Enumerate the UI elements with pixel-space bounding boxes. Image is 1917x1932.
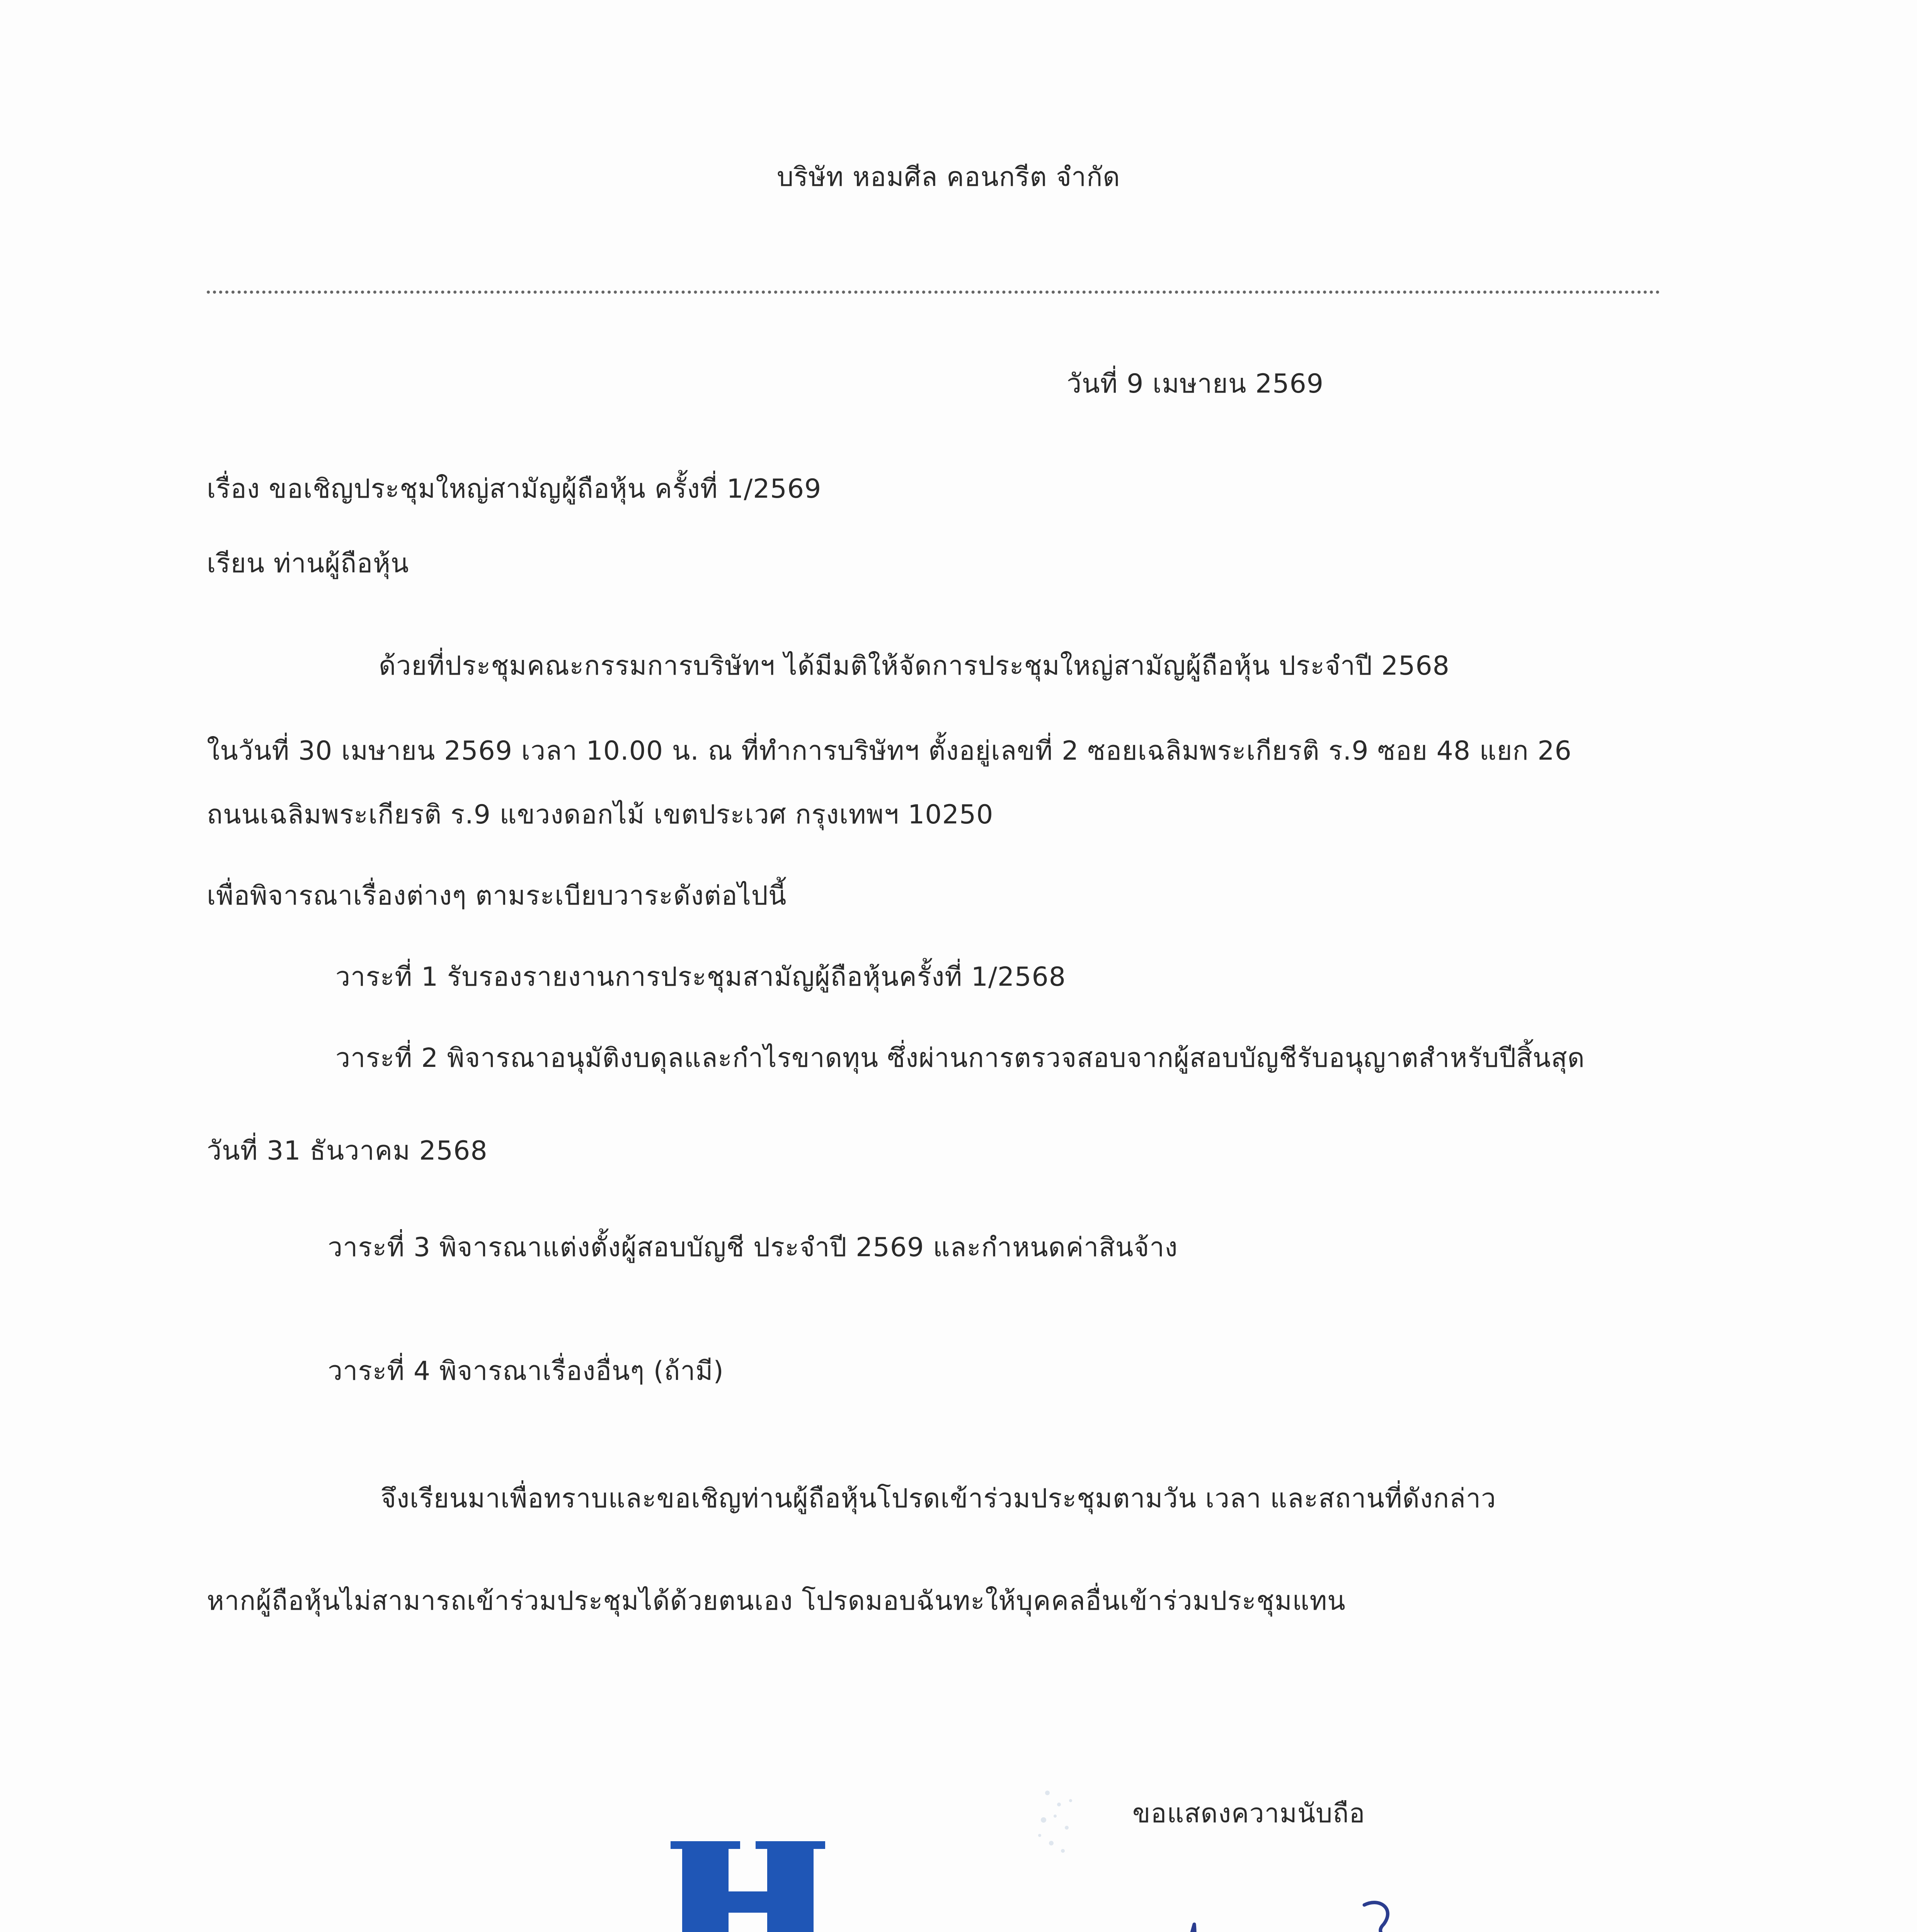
regards-text: ขอแสดงความนับถือ [1132, 1798, 1365, 1829]
body-paragraph-4: เพื่อพิจารณาเรื่องต่างๆ ตามระเบียบวาระดังต่อไปนี้ [207, 881, 787, 911]
letter-subject: เรื่อง ขอเชิญประชุมใหญ่สามัญผู้ถือหุ้น ครั้งที่ 1/2569 [207, 474, 822, 504]
stamp-smudge-icon [1024, 1777, 1102, 1866]
agenda-item-1: วาระที่ 1 รับรองรายงานการประชุมสามัญผู้ถือหุ้นครั้งที่ 1/2568 [335, 962, 1066, 992]
body-paragraph-1: ด้วยที่ประชุมคณะกรรมการบริษัทฯ ได้มีมติให้จัดการประชุมใหญ่สามัญผู้ถือหุ้น ประจำปี 2568 [379, 651, 1450, 681]
company-name-header: บริษัท หอมศีล คอนกรีต จำกัด [777, 162, 1120, 192]
agenda-item-4: วาระที่ 4 พิจารณาเรื่องอื่นๆ (ถ้ามี) [328, 1356, 724, 1386]
body-paragraph-2: ในวันที่ 30 เมษายน 2569 เวลา 10.00 น. ณ ที่ทำการบริษัทฯ ตั้งอยู่เลขที่ 2 ซอยเฉลิมพระเกียรติ ร.9 ซอย 48 แยก 26 [207, 736, 1572, 766]
company-logo [578, 1833, 918, 1932]
body-paragraph-3: ถนนเฉลิมพระเกียรติ ร.9 แขวงดอกไม้ เขตประเวศ กรุงเทพฯ 10250 [207, 799, 994, 830]
agenda-item-2-continuation: วันที่ 31 ธันวาคม 2568 [207, 1136, 488, 1166]
closing-paragraph-1: จึงเรียนมาเพื่อทราบและขอเชิญท่านผู้ถือหุ้นโปรดเข้าร่วมประชุมตามวัน เวลา และสถานที่ดังกล่าว [381, 1483, 1496, 1514]
company-h-logo-icon [578, 1833, 918, 1932]
letter-date: วันที่ 9 เมษายน 2569 [1067, 369, 1324, 399]
closing-paragraph-2: หากผู้ถือหุ้นไม่สามารถเข้าร่วมประชุมได้ด้วยตนเอง โปรดมอบฉันทะให้บุคคลอื่นเข้าร่วมประชุมแทน [207, 1586, 1346, 1616]
agenda-item-3: วาระที่ 3 พิจารณาแต่งตั้งผู้สอบบัญชี ประจำปี 2569 และกำหนดค่าสินจ้าง [328, 1232, 1178, 1263]
handwritten-signature-icon [1163, 1866, 1442, 1932]
header-divider [207, 291, 1660, 294]
agenda-item-2: วาระที่ 2 พิจารณาอนุมัติงบดุลและกำไรขาดทุน ซึ่งผ่านการตรวจสอบจากผู้สอบบัญชีรับอนุญาตสำหรับปีสิ้นสุด [335, 1043, 1585, 1073]
letter-recipient: เรียน ท่านผู้ถือหุ้น [207, 548, 409, 579]
